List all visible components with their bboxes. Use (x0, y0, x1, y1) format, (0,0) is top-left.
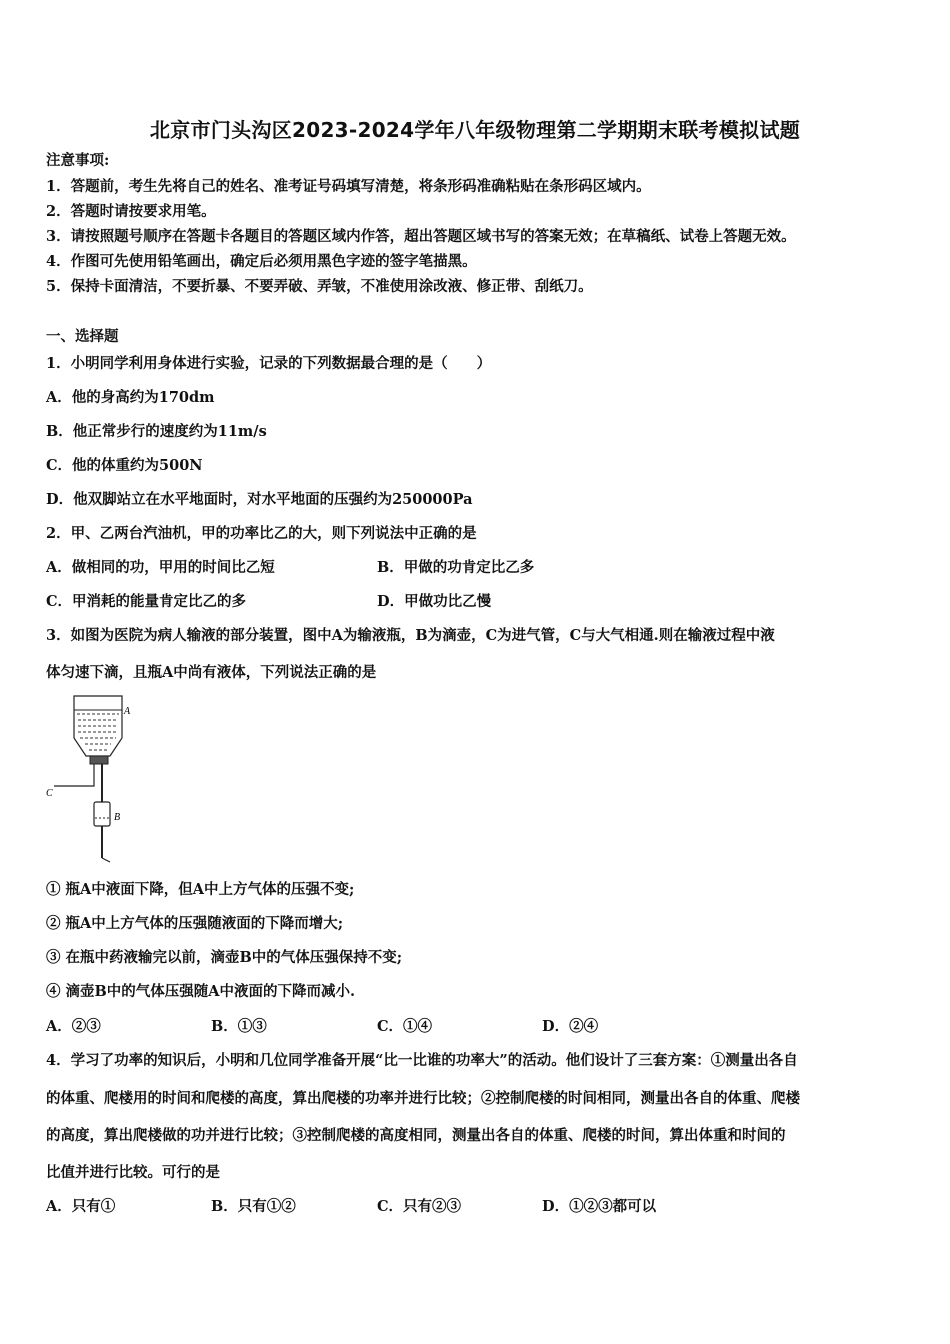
notice-item-1: 1．答题前，考生先将自己的姓名、准考证号码填写清楚，将条形码准确粘贴在条形码区域内。 (46, 178, 651, 195)
notice-item-5: 5．保持卡面清洁，不要折暴、不要弄破、弄皱，不准使用涂改液、修正带、刮纸刀。 (46, 278, 593, 295)
notice-item-2: 2．答题时请按要求用笔。 (46, 203, 216, 220)
notice-item-3: 3．请按照题号顺序在答题卡各题目的答题区域内作答，超出答题区域书写的答案无效；在草稿纸、试卷上答题无效。 (46, 228, 796, 245)
q1-option-b: B．他正常步行的速度约为11m/s (46, 423, 267, 440)
section-heading: 一、选择题 (46, 328, 119, 345)
q4-option-a: A．只有① (46, 1198, 116, 1215)
q1-option-c: C．他的体重约为500N (46, 457, 203, 474)
q2-option-a: A．做相同的功，甲用的时间比乙短 (46, 559, 275, 576)
q4-option-d: D．①②③都可以 (542, 1198, 657, 1215)
q4-stem-line4: 比值并进行比较。可行的是 (46, 1164, 220, 1181)
q2-stem: 2．甲、乙两台汽油机，甲的功率比乙的大，则下列说法中正确的是 (46, 525, 477, 542)
q3-option-a: A．②③ (46, 1018, 101, 1035)
label-c: C (46, 788, 53, 799)
q2-option-b: B．甲做的功肯定比乙多 (377, 559, 535, 576)
label-b: B (114, 812, 121, 823)
label-a: A (124, 706, 131, 717)
q3-option-b: B．①③ (211, 1018, 267, 1035)
q4-stem-line3: 的高度，算出爬楼做的功并进行比较；③控制爬楼的高度相同，测量出各自的体重、爬楼的时间，算出体重和时间的 (46, 1127, 786, 1144)
q3-option-c: C．①④ (377, 1018, 433, 1035)
q3-statement-2: ② 瓶A中上方气体的压强随液面的下降而增大; (46, 915, 344, 932)
page-title: 北京市门头沟区2023-2024学年八年级物理第二学期期末联考模拟试题 (149, 118, 801, 142)
q3-option-d: D．②④ (542, 1018, 599, 1035)
q4-option-c: C．只有②③ (377, 1198, 462, 1215)
q2-option-d: D．甲做功比乙慢 (377, 593, 492, 610)
q1-option-d: D．他双脚站立在水平地面时，对水平地面的压强约为250000Pa (46, 491, 473, 508)
notice-heading: 注意事项: (46, 152, 110, 169)
liquid-dashes (77, 714, 119, 750)
q3-statement-4: ④ 滴壶B中的气体压强随A中液面的下降而减小. (46, 983, 356, 1000)
q1-option-a: A．他的身高约为170dm (46, 389, 215, 406)
q3-stem-line2: 体匀速下滴，且瓶A中尚有液体，下列说法正确的是 (46, 664, 377, 681)
infusion-apparatus-figure (44, 690, 154, 865)
q2-option-c: C．甲消耗的能量肯定比乙的多 (46, 593, 247, 610)
q3-statement-3: ③ 在瓶中药液输完以前，滴壶B中的气体压强保持不变; (46, 949, 403, 966)
q4-stem-line1: 4．学习了功率的知识后，小明和几位同学准备开展“比一比谁的功率大”的活动。他们设计了三套方案：①测量出各自 (46, 1052, 798, 1069)
q4-stem-line2: 的体重、爬楼用的时间和爬楼的高度，算出爬楼的功率并进行比较；②控制爬楼的时间相同，测量出各自的体重、爬楼 (46, 1090, 800, 1107)
notice-item-4: 4．作图可先使用铅笔画出，确定后必须用黑色字迹的签字笔描黑。 (46, 253, 477, 270)
q3-stem-line1: 3．如图为医院为病人输液的部分装置，图中A为输液瓶，B为滴壶，C为进气管，C与大气相通.则在输液过程中液 (46, 627, 775, 644)
air-tube-c (54, 764, 94, 786)
q1-stem: 1．小明同学利用身体进行实验，记录的下列数据最合理的是（ ） (46, 355, 492, 372)
stopper (90, 756, 108, 764)
q4-option-b: B．只有①② (211, 1198, 296, 1215)
q3-statement-1: ① 瓶A中液面下降，但A中上方气体的压强不变; (46, 881, 355, 898)
drip-chamber-b (94, 802, 110, 826)
